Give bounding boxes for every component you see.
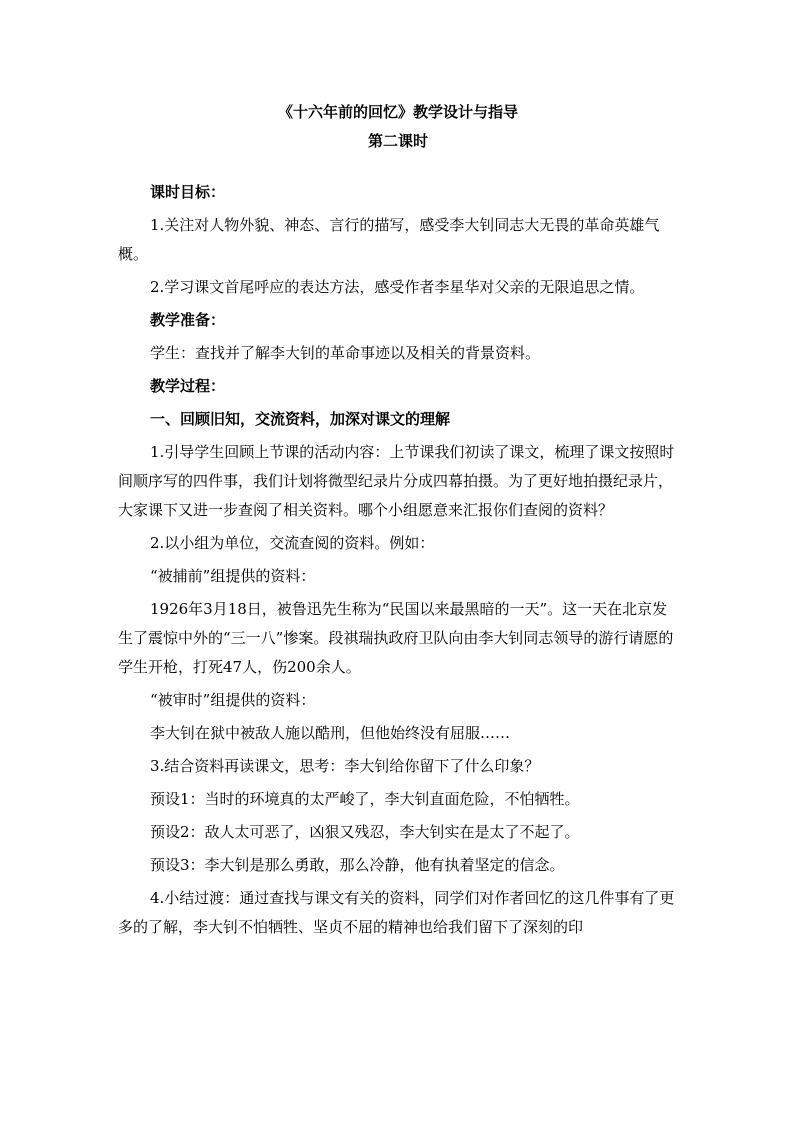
paragraph-preset-1: 预设1：当时的环境真的太严峻了，李大钊直面危险，不怕牺牲。 xyxy=(150,790,580,808)
paragraph-step-1-3: 3.结合资料再读课文，思考：李大钊给你留下了什么印象？ xyxy=(150,757,540,775)
paragraph-objective-2: 2.学习课文首尾呼应的表达方法，感受作者李星华对父亲的无限追思之情。 xyxy=(150,278,645,296)
paragraph-preset-3: 预设3：李大钊是那么勇敢，那么冷静，他有执着坚定的信念。 xyxy=(150,856,565,874)
paragraph-group-before-arrest: “被捕前”组提供的资料： xyxy=(150,567,316,585)
section-heading-process: 教学过程： xyxy=(150,377,226,395)
section-heading-step-1: 一、回顾旧知，交流资料，加深对课文的理解 xyxy=(150,410,451,428)
paragraph-preparation: 学生：查找并了解李大钊的革命事迹以及相关的背景资料。 xyxy=(150,344,541,362)
document-body xyxy=(118,98,678,946)
paragraph-step-1-2: 2.以小组为单位，交流查阅的资料。例如： xyxy=(150,534,435,552)
paragraph-material-trial: 李大钊在狱中被敌人施以酷刑，但他始终没有屈服…… xyxy=(150,724,511,742)
section-heading-preparation: 教学准备： xyxy=(150,311,226,329)
paragraph-objective-1: 1.关注对人物外貌、神态、言行的描写，感受李大钊同志大无畏的革命英雄气概。 xyxy=(118,216,660,263)
paragraph-step-1-1: 1.引导学生回顾上节课的活动内容：上节课我们初读了课文，梳理了课文按照时间顺序写的四件事，我们计划将微型纪录片分成四幕拍摄。为了更好地拍摄纪录片，大家课下又进一步查阅了相关资料。哪个小组愿意来汇报你们查阅的资料？ xyxy=(118,443,675,519)
paragraph-step-1-4: 4.小结过渡：通过查找与课文有关的资料，同学们对作者回忆的这几件事有了更多的了解，李大钊不怕牺牲、坚贞不屈的精神也给我们留下了深刻的印 xyxy=(118,889,675,936)
document-subtitle: 第二课时 xyxy=(367,132,428,150)
paragraph-group-trial: “被审时”组提供的资料： xyxy=(150,691,316,709)
paragraph-preset-2: 预设2：敌人太可恶了，凶狠又残忍，李大钊实在是太了不起了。 xyxy=(150,823,580,841)
section-heading-objectives: 课时目标： xyxy=(150,183,226,201)
document-title: 《十六年前的回忆》教学设计与指导 xyxy=(277,103,518,121)
paragraph-material-before-arrest: 1926年3月18日，被鲁迅先生称为“民国以来最黑暗的一天”。这一天在北京发生了震惊中外的“三一八”惨案。段祺瑞执政府卫队向由李大钊同志领导的游行请愿的学生开枪，打死47人，伤200余人。 xyxy=(118,600,674,676)
